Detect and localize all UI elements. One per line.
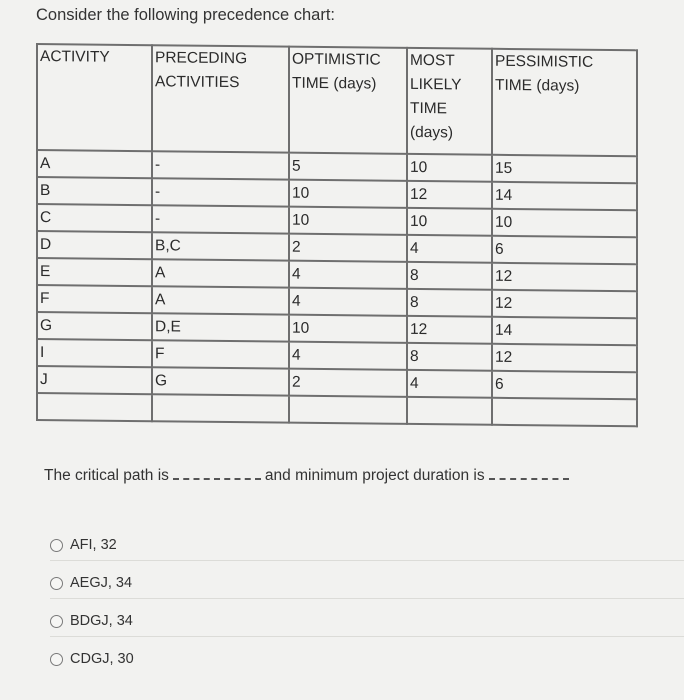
cell-most-likely: 4 bbox=[407, 370, 492, 398]
cell-optimistic: 4 bbox=[289, 288, 407, 316]
option-divider bbox=[50, 598, 684, 599]
table-row-empty bbox=[37, 393, 637, 426]
radio-circle-icon[interactable] bbox=[50, 615, 63, 628]
cell-activity: I bbox=[37, 339, 152, 367]
cell-optimistic: 4 bbox=[289, 342, 407, 370]
cell-optimistic: 2 bbox=[289, 369, 407, 397]
option-afi-32[interactable] bbox=[50, 532, 670, 558]
sentence-part-2: and minimum project duration is bbox=[264, 467, 485, 484]
cell-most-likely bbox=[407, 397, 492, 425]
cell-activity: D bbox=[37, 231, 152, 259]
cell-optimistic: 5 bbox=[289, 153, 407, 181]
cell-most-likely: 12 bbox=[407, 181, 492, 209]
header-optimistic bbox=[289, 47, 407, 154]
cell-pessimistic: 6 bbox=[492, 371, 637, 400]
cell-pessimistic: 10 bbox=[492, 209, 637, 238]
option-divider bbox=[50, 560, 684, 561]
cell-activity: J bbox=[37, 366, 152, 394]
header-most-likely-text: MOST LIKELY TIME (days) bbox=[410, 51, 462, 142]
header-most-likely bbox=[407, 48, 492, 155]
cell-optimistic: 10 bbox=[289, 180, 407, 208]
option-label: CDGJ, 30 bbox=[70, 651, 134, 667]
radio-circle-icon[interactable] bbox=[50, 539, 63, 552]
duration-blank bbox=[489, 478, 569, 480]
critical-path-blank bbox=[173, 478, 261, 480]
cell-pessimistic bbox=[492, 398, 637, 427]
header-pessimistic bbox=[492, 49, 637, 157]
cell-most-likely: 8 bbox=[407, 262, 492, 290]
precedence-chart bbox=[36, 43, 638, 427]
cell-pessimistic: 14 bbox=[492, 182, 637, 211]
cell-optimistic: 10 bbox=[289, 207, 407, 235]
cell-activity: E bbox=[37, 258, 152, 286]
cell-most-likely: 8 bbox=[407, 289, 492, 317]
cell-most-likely: 10 bbox=[407, 154, 492, 182]
cell-optimistic bbox=[289, 396, 407, 424]
option-label: BDGJ, 34 bbox=[70, 613, 133, 629]
cell-preceding: - bbox=[152, 151, 289, 179]
header-pessimistic-text: PESSIMISTIC TIME (days) bbox=[495, 52, 594, 95]
sentence-part-1: The critical path is bbox=[44, 467, 169, 484]
fill-in-sentence bbox=[44, 467, 573, 485]
cell-most-likely: 8 bbox=[407, 343, 492, 371]
cell-activity: F bbox=[37, 285, 152, 313]
cell-optimistic: 10 bbox=[289, 315, 407, 343]
header-preceding bbox=[152, 45, 289, 152]
cell-pessimistic: 6 bbox=[492, 236, 637, 265]
option-label: AEGJ, 34 bbox=[70, 575, 133, 591]
radio-circle-icon[interactable] bbox=[50, 653, 63, 666]
cell-pessimistic: 14 bbox=[492, 317, 637, 346]
cell-pessimistic: 15 bbox=[492, 155, 637, 184]
header-preceding-text: PRECEDING ACTIVITIES bbox=[155, 49, 248, 92]
cell-pessimistic: 12 bbox=[492, 290, 637, 319]
cell-preceding: D,E bbox=[152, 313, 289, 341]
option-divider bbox=[50, 636, 684, 637]
cell-preceding: A bbox=[152, 286, 289, 314]
option-bdgj-34[interactable] bbox=[50, 608, 670, 634]
cell-preceding: F bbox=[152, 340, 289, 368]
cell-activity: C bbox=[37, 204, 152, 232]
radio-circle-icon[interactable] bbox=[50, 577, 63, 590]
option-aegj-34[interactable] bbox=[50, 570, 670, 596]
cell-activity: B bbox=[37, 177, 152, 205]
cell-preceding bbox=[152, 394, 289, 422]
cell-preceding: G bbox=[152, 367, 289, 395]
cell-preceding: - bbox=[152, 205, 289, 233]
cell-activity bbox=[37, 393, 152, 421]
cell-most-likely: 4 bbox=[407, 235, 492, 263]
option-cdgj-30[interactable] bbox=[50, 646, 670, 672]
cell-pessimistic: 12 bbox=[492, 344, 637, 373]
cell-optimistic: 2 bbox=[289, 234, 407, 262]
table-header-row bbox=[37, 44, 637, 156]
cell-most-likely: 12 bbox=[407, 316, 492, 344]
cell-preceding: - bbox=[152, 178, 289, 206]
cell-most-likely: 10 bbox=[407, 208, 492, 236]
question-text: Consider the following precedence chart: bbox=[36, 6, 336, 24]
cell-preceding: A bbox=[152, 259, 289, 287]
header-activity: ACTIVITY bbox=[37, 44, 152, 151]
cell-pessimistic: 12 bbox=[492, 263, 637, 292]
cell-activity: A bbox=[37, 150, 152, 178]
cell-preceding: B,C bbox=[152, 232, 289, 260]
cell-activity: G bbox=[37, 312, 152, 340]
header-optimistic-text: OPTIMISTIC TIME (days) bbox=[292, 50, 381, 93]
option-label: AFI, 32 bbox=[70, 537, 117, 553]
cell-optimistic: 4 bbox=[289, 261, 407, 289]
